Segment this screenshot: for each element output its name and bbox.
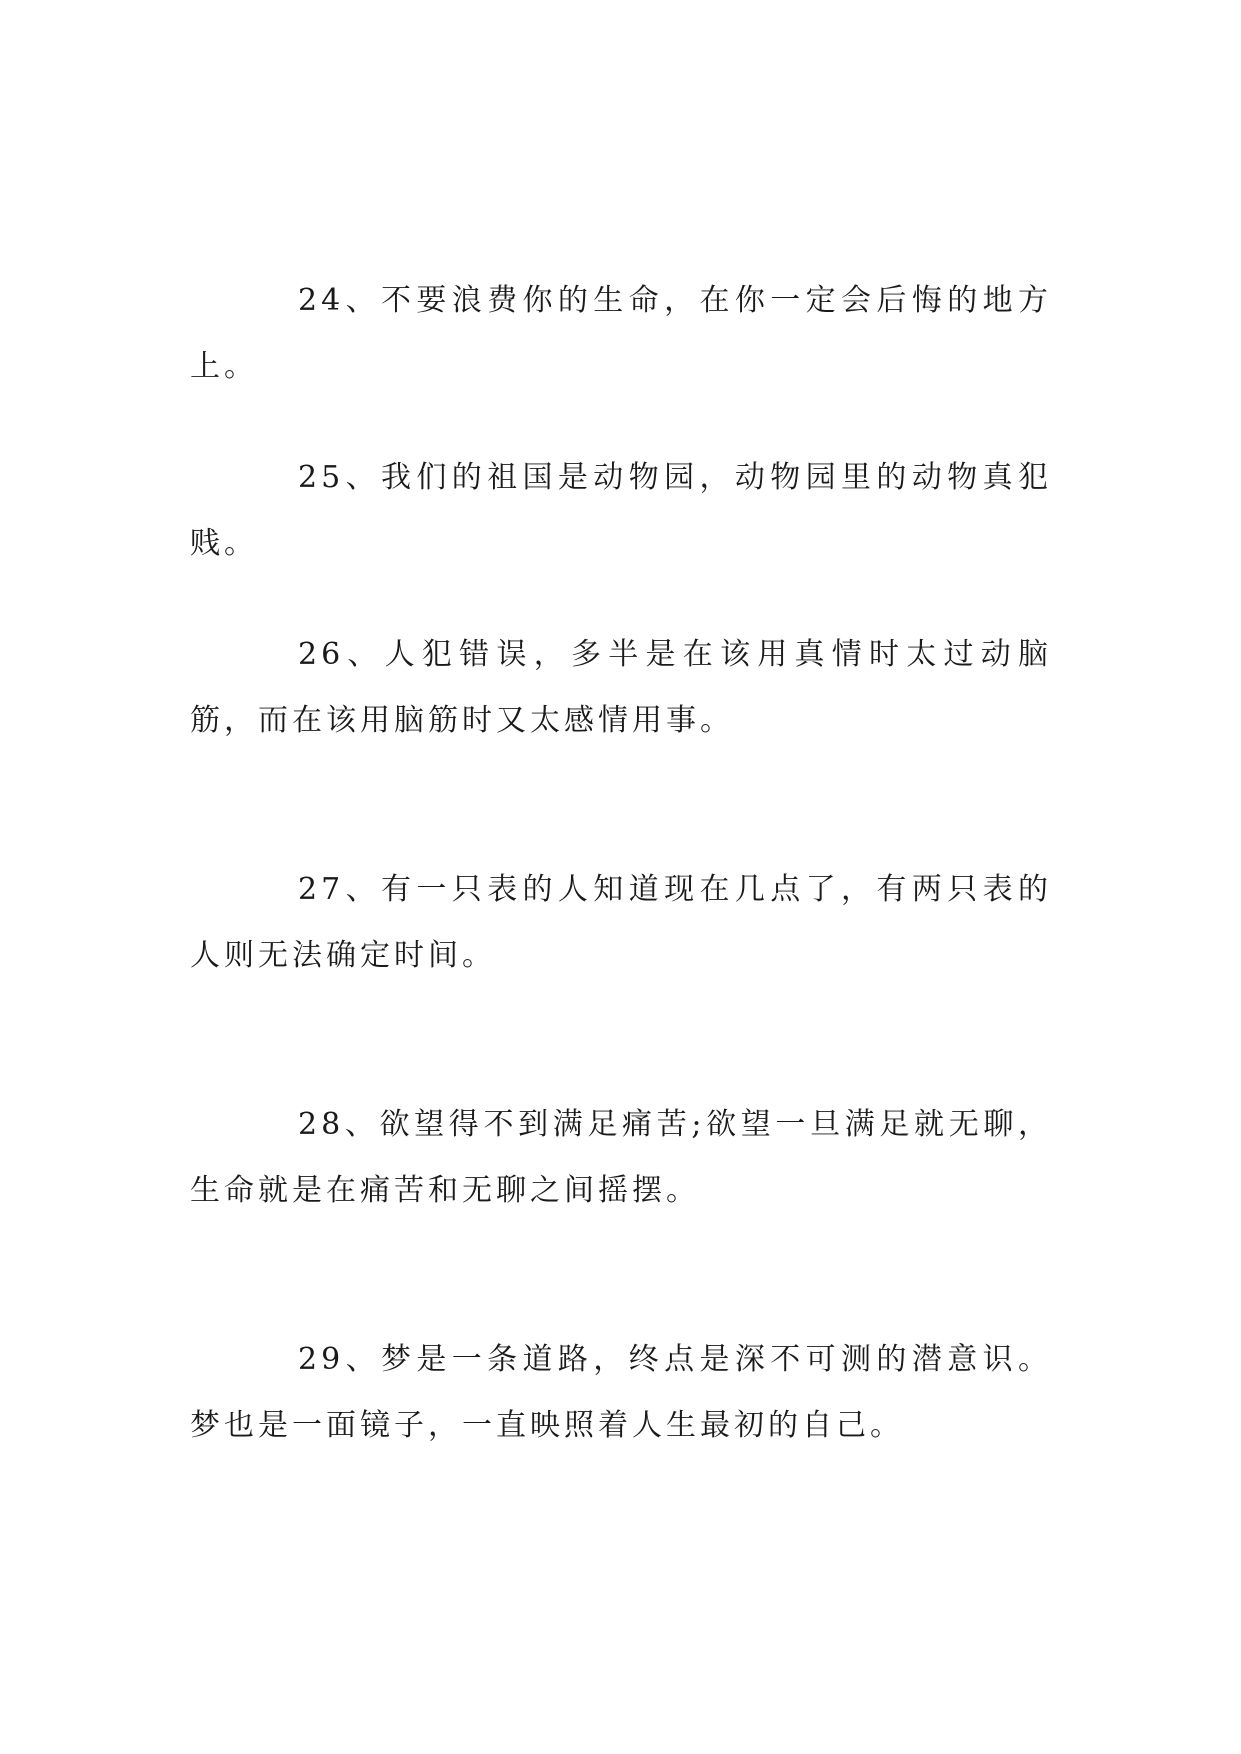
quote-paragraph: 25、我们的祖国是动物园，动物园里的动物真犯贱。 bbox=[190, 460, 1052, 561]
quote-paragraph: 28、欲望得不到满足痛苦;欲望一旦满足就无聊，生命就是在痛苦和无聊之间摇摆。 bbox=[190, 1107, 1052, 1208]
quote-paragraph: 24、不要浪费你的生命，在你一定会后悔的地方上。 bbox=[190, 283, 1052, 384]
quote-paragraph: 26、人犯错误，多半是在该用真情时太过动脑筋，而在该用脑筋时又太感情用事。 bbox=[190, 637, 1052, 738]
quote-paragraph: 29、梦是一条道路，终点是深不可测的潜意识。梦也是一面镜子，一直映照着人生最初的自己。 bbox=[190, 1342, 1052, 1443]
quote-paragraph: 27、有一只表的人知道现在几点了，有两只表的人则无法确定时间。 bbox=[190, 872, 1052, 973]
